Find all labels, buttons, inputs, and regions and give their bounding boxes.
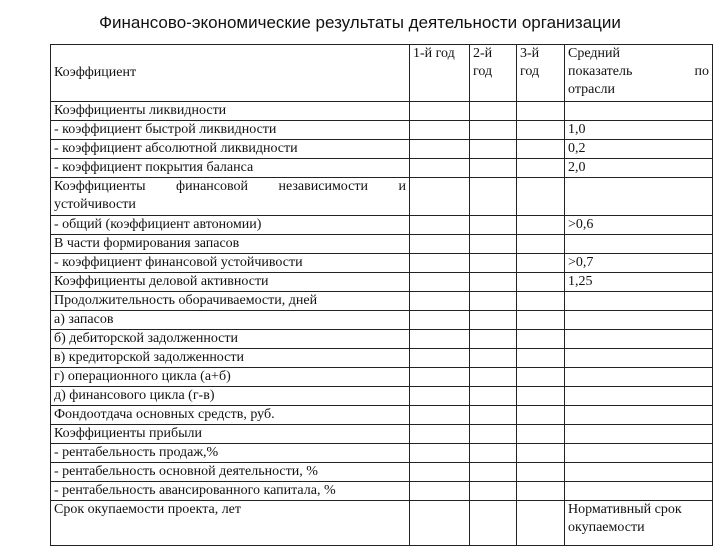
row-label: г) операционного цикла (а+б)	[51, 368, 410, 387]
table-header-row	[51, 45, 713, 102]
year-2-cell	[470, 501, 517, 546]
row-label: - коэффициент абсолютной ликвидности	[51, 140, 410, 159]
header-industry-line2b: по	[694, 64, 709, 79]
year-1-cell	[410, 387, 470, 406]
row-label: в) кредиторской задолженности	[51, 349, 410, 368]
year-3-cell	[517, 444, 565, 463]
table-row	[51, 254, 713, 273]
year-1-cell	[410, 102, 470, 121]
year-2-cell	[470, 216, 517, 235]
year-2-cell	[470, 178, 517, 216]
table-row	[51, 482, 713, 501]
industry-norm-cell	[565, 482, 713, 501]
table-row	[51, 178, 713, 216]
industry-norm-cell: 0,2	[565, 140, 713, 159]
year-3-cell	[517, 254, 565, 273]
year-1-cell	[410, 159, 470, 178]
year-2-cell	[470, 159, 517, 178]
year-1-cell	[410, 368, 470, 387]
table-row	[51, 425, 713, 444]
year-3-cell	[517, 501, 565, 546]
year-2-cell	[470, 444, 517, 463]
year-3-cell	[517, 387, 565, 406]
year-1-cell	[410, 463, 470, 482]
industry-norm-cell	[565, 387, 713, 406]
table-row	[51, 387, 713, 406]
header-industry-line2a: показатель	[568, 64, 633, 79]
year-3-cell	[517, 406, 565, 425]
header-year-3: 3-й год	[517, 45, 565, 102]
year-1-cell	[410, 292, 470, 311]
table-row	[51, 501, 713, 546]
industry-norm-cell	[565, 102, 713, 121]
row-label: Продолжительность оборачиваемости, дней	[51, 292, 410, 311]
industry-norm-cell	[565, 444, 713, 463]
row-label: - общий (коэффициент автономии)	[51, 216, 410, 235]
year-3-cell	[517, 292, 565, 311]
table-row	[51, 216, 713, 235]
year-2-cell	[470, 368, 517, 387]
year-1-cell	[410, 254, 470, 273]
industry-norm-cell: 2,0	[565, 159, 713, 178]
year-3-cell	[517, 463, 565, 482]
row-label: Коэффициенты финансовой независимости и устойчивости	[51, 178, 410, 216]
table-row	[51, 463, 713, 482]
year-3-cell	[517, 311, 565, 330]
year-3-cell	[517, 235, 565, 254]
year-3-cell	[517, 102, 565, 121]
year-2-cell	[470, 425, 517, 444]
year-2-cell	[470, 273, 517, 292]
industry-norm-cell: 1,25	[565, 273, 713, 292]
year-2-cell	[470, 140, 517, 159]
table-row	[51, 368, 713, 387]
industry-norm-cell: >0,7	[565, 254, 713, 273]
year-2-cell	[470, 387, 517, 406]
year-2-cell	[470, 121, 517, 140]
row-label: б) дебиторской задолженности	[51, 330, 410, 349]
year-2-cell	[470, 330, 517, 349]
year-3-cell	[517, 482, 565, 501]
table-row	[51, 444, 713, 463]
year-1-cell	[410, 235, 470, 254]
year-2-cell	[470, 254, 517, 273]
year-1-cell	[410, 330, 470, 349]
row-label: Коэффициенты ликвидности	[51, 102, 410, 121]
row-label: - рентабельность продаж,%	[51, 444, 410, 463]
year-3-cell	[517, 140, 565, 159]
year-1-cell	[410, 501, 470, 546]
header-industry-line1: Средний	[568, 46, 620, 61]
year-3-cell	[517, 425, 565, 444]
year-2-cell	[470, 235, 517, 254]
industry-norm-cell	[565, 292, 713, 311]
industry-norm-cell	[565, 406, 713, 425]
year-3-cell	[517, 330, 565, 349]
table-row	[51, 121, 713, 140]
year-3-cell	[517, 178, 565, 216]
row-label: - коэффициент финансовой устойчивости	[51, 254, 410, 273]
year-1-cell	[410, 444, 470, 463]
row-label: - коэффициент быстрой ликвидности	[51, 121, 410, 140]
header-year-1: 1-й год	[410, 45, 470, 102]
industry-norm-cell	[565, 178, 713, 216]
year-2-cell	[470, 102, 517, 121]
year-1-cell	[410, 406, 470, 425]
year-1-cell	[410, 273, 470, 292]
year-2-cell	[470, 482, 517, 501]
year-1-cell	[410, 349, 470, 368]
year-2-cell	[470, 349, 517, 368]
year-1-cell	[410, 482, 470, 501]
industry-norm-cell	[565, 463, 713, 482]
industry-norm-cell	[565, 425, 713, 444]
row-label: Коэффициенты прибыли	[51, 425, 410, 444]
row-label: Фондоотдача основных средств, руб.	[51, 406, 410, 425]
industry-norm-cell	[565, 235, 713, 254]
page-title: Финансово-экономические результаты деятельности организации	[99, 13, 621, 32]
year-1-cell	[410, 121, 470, 140]
year-3-cell	[517, 159, 565, 178]
year-3-cell	[517, 121, 565, 140]
row-label: д) финансового цикла (г-в)	[51, 387, 410, 406]
industry-norm-cell: >0,6	[565, 216, 713, 235]
year-2-cell	[470, 406, 517, 425]
year-1-cell	[410, 425, 470, 444]
table-row	[51, 406, 713, 425]
table-row	[51, 159, 713, 178]
table-row	[51, 292, 713, 311]
industry-norm-cell	[565, 349, 713, 368]
table-row	[51, 140, 713, 159]
year-1-cell	[410, 140, 470, 159]
year-3-cell	[517, 216, 565, 235]
row-label: Срок окупаемости проекта, лет	[51, 501, 410, 546]
header-industry-line3: отрасли	[568, 82, 616, 97]
table-row	[51, 330, 713, 349]
row-label: Коэффициенты деловой активности	[51, 273, 410, 292]
year-1-cell	[410, 216, 470, 235]
row-label: - рентабельность авансированного капитала, %	[51, 482, 410, 501]
year-2-cell	[470, 463, 517, 482]
year-3-cell	[517, 349, 565, 368]
row-label: - рентабельность основной деятельности, %	[51, 463, 410, 482]
year-3-cell	[517, 273, 565, 292]
header-industry-average	[565, 45, 713, 102]
header-year-2: 2-й год	[470, 45, 517, 102]
table-row	[51, 235, 713, 254]
results-table	[50, 44, 713, 546]
year-2-cell	[470, 311, 517, 330]
table-row	[51, 273, 713, 292]
row-label: В части формирования запасов	[51, 235, 410, 254]
row-label: - коэффициент покрытия баланса	[51, 159, 410, 178]
row-label: а) запасов	[51, 311, 410, 330]
year-3-cell	[517, 368, 565, 387]
industry-norm-cell: Нормативный срок окупаемости	[565, 501, 713, 546]
industry-norm-cell	[565, 368, 713, 387]
industry-norm-cell: 1,0	[565, 121, 713, 140]
industry-norm-cell	[565, 330, 713, 349]
table-row	[51, 102, 713, 121]
table-row	[51, 349, 713, 368]
year-1-cell	[410, 178, 470, 216]
industry-norm-cell	[565, 311, 713, 330]
table-row	[51, 311, 713, 330]
year-2-cell	[470, 292, 517, 311]
header-coefficient: Коэффициент	[51, 45, 410, 102]
year-1-cell	[410, 311, 470, 330]
